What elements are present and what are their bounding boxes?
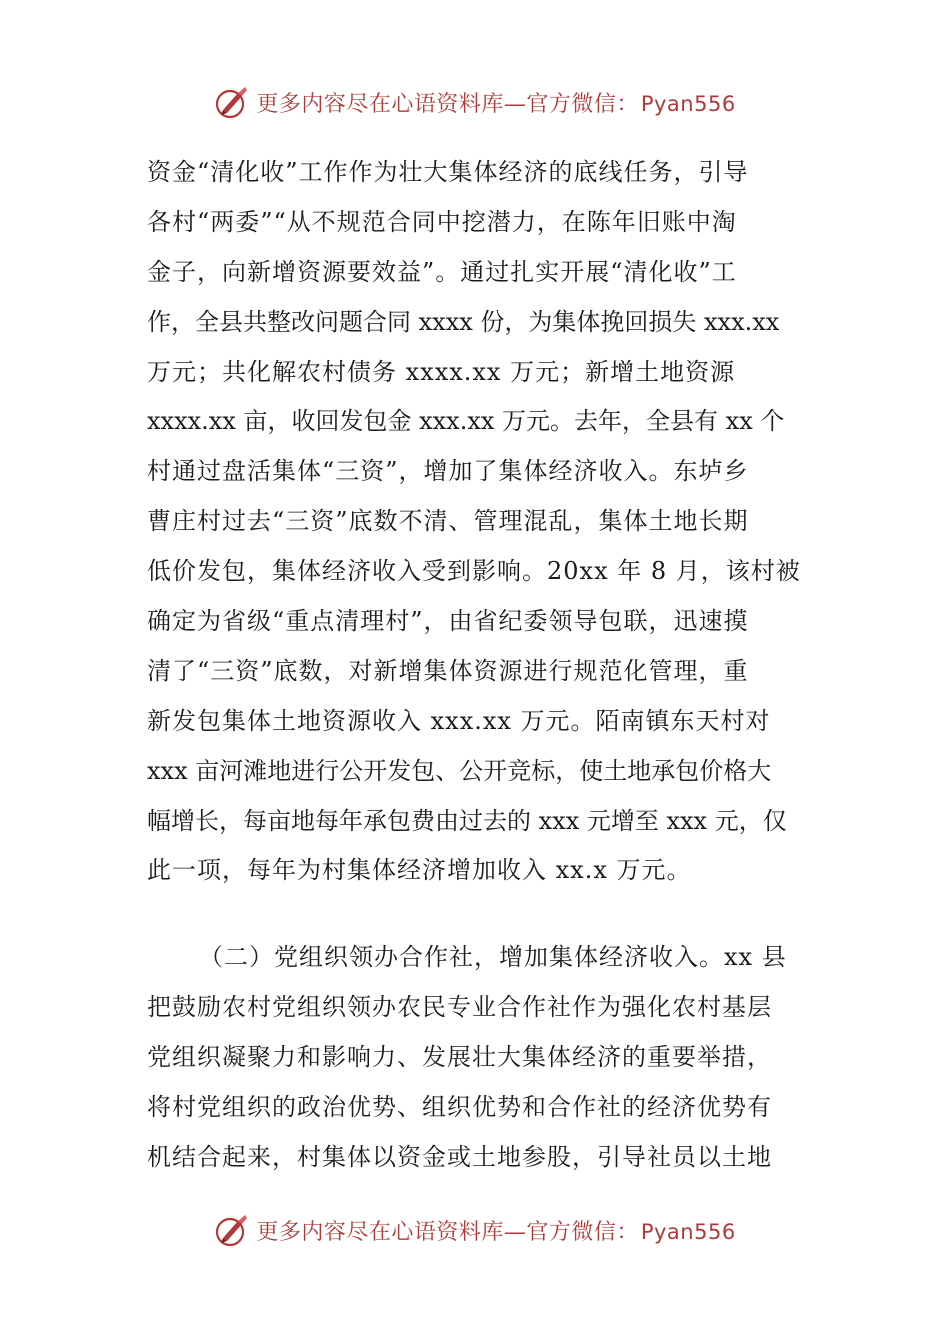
- banner-label: 更多内容尽在心语资料库—官方微信：: [256, 1219, 639, 1245]
- banner-wechat-id: Pyan556: [640, 91, 736, 116]
- text-line: 清了“三资”底数，对新增集体资源进行规范化管理，重: [147, 656, 749, 685]
- banner-text: [256, 87, 735, 118]
- banner-text: [256, 1215, 735, 1246]
- text-line: 作，全县共整改问题合同 xxxx 份，为集体挽回损失 xxx.xx: [147, 307, 780, 336]
- text-line: 村通过盘活集体“三资”，增加了集体经济收入。东垆乡: [147, 457, 749, 486]
- text-line: 金子，向新增资源要效益”。通过扎实开展“清化收”工: [147, 257, 737, 286]
- text-line: 把鼓励农村党组织领办农民专业合作社作为强化农村基层: [147, 993, 772, 1022]
- banner-wechat-id: Pyan556: [640, 1219, 736, 1244]
- text-line: 各村“两委”“从不规范合同中挖潜力，在陈年旧账中淘: [147, 207, 737, 236]
- text-line: 此一项，每年为村集体经济增加收入 xx.x 万元。: [147, 856, 692, 885]
- text-line: 万元；共化解农村债务 xxxx.xx 万元；新增土地资源: [147, 357, 736, 386]
- text-line: xxx 亩河滩地进行公开发包、公开竞标，使土地承包价格大: [147, 756, 772, 785]
- text-line: 资金“清化收”工作作为壮大集体经济的底线任务，引导: [147, 158, 749, 186]
- text-line: xxxx.xx 亩，收回发包金 xxx.xx 万元。去年，全县有 xx 个: [147, 407, 785, 436]
- header-banner: [0, 82, 950, 122]
- text-line: 将村党组织的政治优势、组织优势和合作社的经济优势有: [147, 1093, 772, 1122]
- pen-logo-icon: [214, 1212, 250, 1248]
- text-line: 党组织凝聚力和影响力、发展壮大集体经济的重要举措，: [147, 1043, 772, 1072]
- text-line: 机结合起来，村集体以资金或土地参股，引导社员以土地: [147, 1142, 772, 1171]
- banner-label: 更多内容尽在心语资料库—官方微信：: [256, 91, 639, 117]
- text-line: 幅增长，每亩地每年承包费由过去的 xxx 元增至 xxx 元，仅: [147, 806, 787, 835]
- text-line: 新发包集体土地资源收入 xxx.xx 万元。陌南镇东天村对: [147, 706, 771, 735]
- section-heading-line: （二）党组织领办合作社，增加集体经济收入。xx 县: [199, 943, 787, 972]
- footer-banner: [0, 1210, 950, 1250]
- pen-logo-icon: [214, 84, 250, 120]
- text-line: 曹庄村过去“三资”底数不清、管理混乱，集体土地长期: [147, 507, 749, 536]
- text-line: 低价发包，集体经济收入受到影响。20xx 年 8 月，该村被: [147, 557, 801, 586]
- document-body: [147, 148, 807, 1183]
- paragraph-gap: [147, 896, 807, 933]
- text-line: 确定为省级“重点清理村”，由省纪委领导包联，迅速摸: [147, 607, 749, 636]
